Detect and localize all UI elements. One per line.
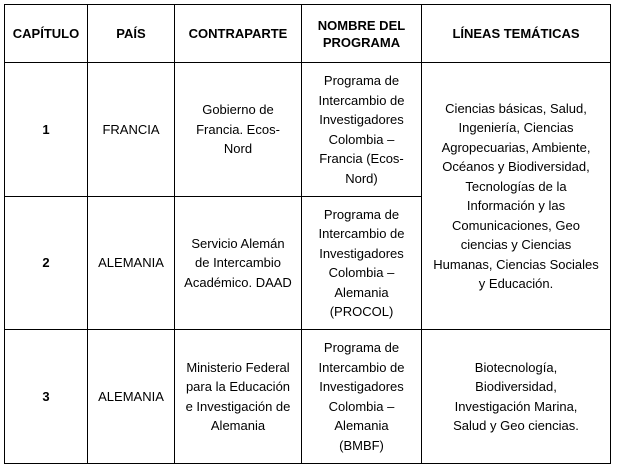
table-header-row bbox=[5, 5, 611, 63]
capitulo-cell: 3 bbox=[5, 330, 88, 464]
header-nombre-text: NOMBRE DEL PROGRAMA bbox=[317, 17, 406, 50]
lineas-tematicas-cell-shared bbox=[422, 63, 611, 330]
programa-text: Programa de Intercambio de Investigadores Colombia – Francia (Ecos-Nord) bbox=[318, 73, 405, 186]
contraparte-text: Ministerio Federal para la Educación e Investigación de Alemania bbox=[185, 359, 291, 433]
table-row bbox=[5, 63, 611, 197]
lineas-tematicas-cell bbox=[422, 330, 611, 464]
header-pais: PAÍS bbox=[88, 5, 175, 63]
header-contraparte: CONTRAPARTE bbox=[175, 5, 302, 63]
header-lineas-tematicas: LÍNEAS TEMÁTICAS bbox=[422, 5, 611, 63]
contraparte-text: Gobierno de Francia. Ecos-Nord bbox=[196, 102, 280, 157]
programa-cell bbox=[302, 63, 422, 197]
header-capitulo: CAPÍTULO bbox=[5, 5, 88, 63]
pais-cell: FRANCIA bbox=[88, 63, 175, 197]
header-nombre-programa bbox=[302, 5, 422, 63]
pais-cell: ALEMANIA bbox=[88, 330, 175, 464]
programa-text: Programa de Intercambio de Investigadores Colombia – Alemania (PROCOL) bbox=[318, 206, 405, 319]
lineas-tematicas-text: Biotecnología, Biodiversidad, Investigación Marina, Salud y Geo ciencias. bbox=[453, 359, 579, 433]
programa-cell bbox=[302, 197, 422, 330]
programa-text: Programa de Intercambio de Investigadores Colombia – Alemania (BMBF) bbox=[318, 340, 405, 453]
lineas-tematicas-text: Ciencias básicas, Salud, Ingeniería, Ciencias Agropecuarias, Ambiente, Océanos y Biodiversidad, Tecnologías de la Información y las Comunicaciones, Geo ciencias y Ciencias Humanas, Ciencias Sociales y Educación. bbox=[433, 100, 599, 291]
capitulo-cell: 1 bbox=[5, 63, 88, 197]
contraparte-cell bbox=[175, 197, 302, 330]
table-row bbox=[5, 330, 611, 464]
contraparte-text: Servicio Alemán de Intercambio Académico. DAAD bbox=[184, 235, 292, 290]
capitulo-cell: 2 bbox=[5, 197, 88, 330]
pais-cell: ALEMANIA bbox=[88, 197, 175, 330]
contraparte-cell bbox=[175, 330, 302, 464]
contraparte-cell bbox=[175, 63, 302, 197]
document-page bbox=[4, 4, 610, 463]
programa-cell bbox=[302, 330, 422, 464]
programs-table bbox=[4, 4, 611, 464]
